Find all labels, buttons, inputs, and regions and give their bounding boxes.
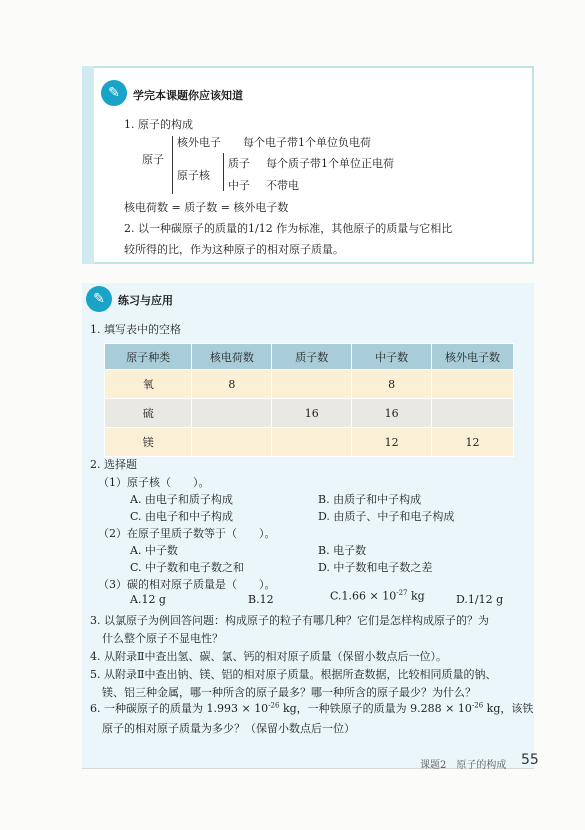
question-4: 4. 从附录Ⅱ中查出氢、碳、氯、钙的相对原子质量（保留小数点后一位）。 (90, 650, 447, 663)
summary-item-2-line2: 较所得的比，作为这种原子的相对原子质量。 (124, 243, 344, 256)
table-row (105, 399, 514, 428)
question-6-line1: 6. 一种碳原子的质量为 $1.993 \times 10^{-26}$ kg，一种铁原子的质量为 $9.288 \times 10^{-26}$ kg，该铁 (90, 701, 534, 715)
table-cell: 16 (272, 399, 352, 428)
neutron-label: 中子 (228, 179, 250, 192)
practice-title: 练习与应用 (118, 294, 173, 307)
table-cell (192, 428, 272, 457)
summary-title: 学完本课题你应该知道 (133, 89, 243, 102)
table-header-cell: 中子数 (352, 344, 432, 370)
table-cell: 8 (192, 370, 272, 399)
table-cell: 12 (352, 428, 432, 457)
table-header-cell: 核外电子数 (432, 344, 514, 370)
table-header-cell: 核电荷数 (192, 344, 272, 370)
table-cell: 氧 (105, 370, 192, 399)
atom-table (104, 343, 514, 457)
option-2-1-d: D. 由质子、中子和电子构成 (318, 510, 455, 523)
table-row (105, 428, 514, 457)
electrons-label: 核外电子 (177, 136, 221, 149)
option-2-1-b: B. 由质子和中子构成 (318, 493, 422, 506)
option-2-1-a: A. 由电子和质子构成 (130, 493, 233, 506)
neutron-desc: 不带电 (266, 179, 299, 192)
charge-equation: 核电荷数 = 质子数 = 核外电子数 (124, 201, 289, 214)
table-cell: 镁 (105, 428, 192, 457)
table-cell (192, 399, 272, 428)
option-2-3-a: A.12 g (130, 593, 166, 606)
table-cell: 12 (432, 428, 514, 457)
summary-item-2-line1: 2. 以一种碳原子的质量的1/12 作为标准，其他原子的质量与它相比 (124, 222, 453, 235)
question-5-line1: 5. 从附录Ⅱ中查出钠、镁、铝的相对原子质量。根据所查数据，比较相同质量的钠、 (90, 668, 497, 681)
nucleus-label: 原子核 (177, 169, 210, 182)
footer-label: 课题2 原子的构成 (420, 760, 507, 771)
question-2-1: （1）原子核（ ）。 (98, 476, 210, 489)
atom-label: 原子 (142, 153, 164, 166)
question-3-line1: 3. 以氯原子为例回答问题：构成原子的粒子有哪几种？它们是怎样构成原子的？为 (90, 614, 489, 627)
summary-side-bar (82, 66, 94, 264)
table-cell: 8 (352, 370, 432, 399)
option-2-2-a: A. 中子数 (130, 544, 178, 557)
question-1: 1. 填写表中的空格 (90, 323, 181, 336)
option-2-2-c: C. 中子数和电子数之和 (130, 561, 245, 574)
summary-item-1: 1. 原子的构成 (124, 118, 193, 131)
option-2-2-d: D. 中子数和电子数之差 (318, 561, 433, 574)
option-2-2-b: B. 电子数 (318, 544, 367, 557)
question-5-line2: 镁、铝三种金属，哪一种所含的原子最多？哪一种所含的原子最少？为什么？ (102, 686, 476, 699)
table-header-row (105, 344, 514, 370)
question-2: 2. 选择题 (90, 458, 137, 471)
table-header-cell: 质子数 (272, 344, 352, 370)
proton-desc: 每个质子带1个单位正电荷 (266, 157, 394, 170)
question-2-2: （2）在原子里质子数等于（ ）。 (98, 527, 276, 540)
option-2-3-b: B.12 (248, 593, 274, 606)
summary-icon: ✎ (101, 80, 127, 106)
option-2-1-c: C. 由电子和中子构成 (130, 510, 234, 523)
table-cell: 硫 (105, 399, 192, 428)
practice-pencil-icon: ✎ (86, 286, 112, 312)
option-2-3-c: $C.1.66 \times 10^{-27}$ kg (330, 589, 425, 603)
electrons-desc: 每个电子带1个单位负电荷 (243, 136, 371, 149)
table-cell (272, 370, 352, 399)
question-2-3: （3）碳的相对原子质量是（ ）。 (98, 578, 276, 591)
table-header-cell: 原子种类 (105, 344, 192, 370)
proton-label: 质子 (228, 157, 250, 170)
table-cell (272, 428, 352, 457)
table-row (105, 370, 514, 399)
question-6-line2: 原子的相对原子质量为多少？（保留小数点后一位） (102, 722, 355, 735)
atom-brace (172, 136, 173, 194)
question-3-line2: 什么整个原子不显电性？ (102, 632, 223, 645)
table-cell (432, 370, 514, 399)
table-cell: 16 (352, 399, 432, 428)
table-cell (432, 399, 514, 428)
nucleus-brace (223, 153, 224, 191)
page-number: 55 (521, 752, 539, 768)
option-2-3-d: D.1/12 g (456, 593, 504, 606)
